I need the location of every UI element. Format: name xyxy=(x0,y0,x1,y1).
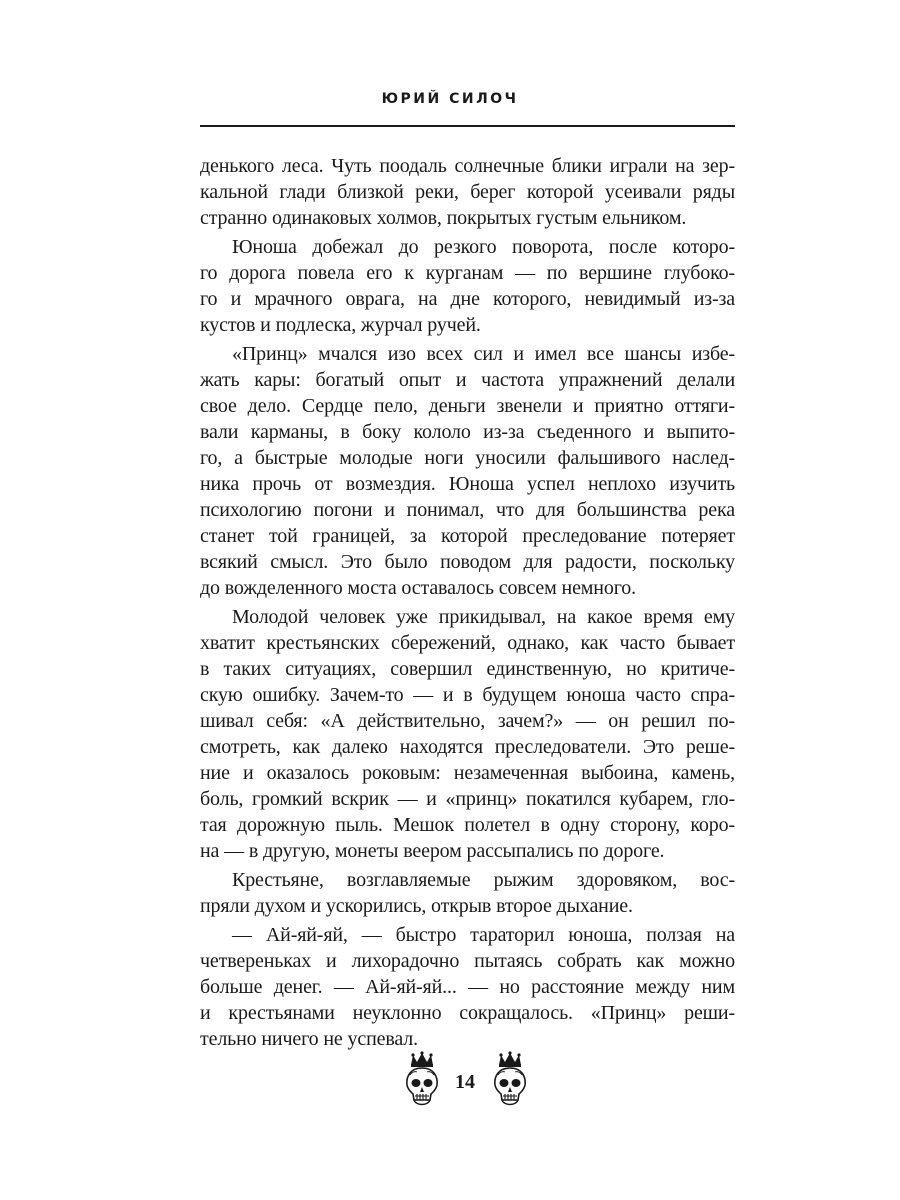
text-line: Юноша добежал до резкого поворота, после которо- xyxy=(232,236,735,258)
text-line: и крестьянами неуклонно сокращалось. «Принц» реши- xyxy=(200,1002,735,1024)
text-line: странно одинаковых холмов, покрытых густым ельником. xyxy=(200,207,687,229)
text-line: свое дело. Сердце пело, деньги звенели и приятно оттяги- xyxy=(200,395,735,417)
header-rule xyxy=(200,125,735,127)
text-line: го дорога повела его к курганам — по вершине глубоко- xyxy=(200,262,735,284)
text-line: кустов и подлеска, журчал ручей. xyxy=(200,314,481,336)
text-line: больше денег. — Ай-яй-яй... — но расстояние между ним xyxy=(200,976,735,998)
running-head: ЮРИЙ СИЛОЧ xyxy=(381,91,519,107)
page-number: 14 xyxy=(455,1071,475,1093)
text-line: в таких ситуациях, совершил единственную, но критиче- xyxy=(200,658,735,680)
text-line: хватит крестьянских сбережений, однако, как часто бывает xyxy=(200,632,735,654)
text-line: боль, громкий вскрик — и «принц» покатился кубарем, гло- xyxy=(200,788,735,810)
text-line: станет той границей, за которой преследование потеряет xyxy=(200,525,735,547)
text-line: четвереньках и лихорадочно пытаясь собрать как можно xyxy=(200,950,735,972)
text-line: пряли духом и ускорились, открыв второе дыхание. xyxy=(200,895,633,917)
crowned-skull-icon xyxy=(402,1051,442,1111)
text-line: Крестьяне, возглавляемые рыжим здоровяком, вос- xyxy=(232,869,735,891)
text-line: всякий смысл. Это было поводом для радости, поскольку xyxy=(200,551,735,573)
text-line: тая дорожную пыль. Мешок полетел в одну сторону, коро- xyxy=(200,814,735,836)
page-footer xyxy=(400,1051,530,1113)
text-line: психологию погони и понимал, что для большинства река xyxy=(200,499,735,521)
text-line: го и мрачного оврага, на дне которого, невидимый из-за xyxy=(200,288,735,310)
text-line: скую ошибку. Зачем-то — и в будущем юноша часто спра- xyxy=(200,684,735,706)
text-line: до вожделенного моста оставалось совсем немного. xyxy=(200,577,636,599)
crowned-skull-icon xyxy=(490,1051,530,1111)
text-line: кальной глади близкой реки, берег которой усеивали ряды xyxy=(200,181,735,203)
text-line: ника прочь от возмездия. Юноша успел неплохо изучить xyxy=(200,473,735,495)
text-line: тельно ничего не успевал. xyxy=(200,1028,418,1050)
text-line: денького леса. Чуть поодаль солнечные блики играли на зер- xyxy=(200,155,735,177)
text-line: смотреть, как далеко находятся преследователи. Это реше- xyxy=(200,736,735,758)
text-line: шивал себя: «А действительно, зачем?» — он решил по- xyxy=(200,710,735,732)
text-line: «Принц» мчался изо всех сил и имел все шансы избе- xyxy=(232,343,735,365)
text-line: вали карманы, в боку кололо из-за съеденного и выпито- xyxy=(200,421,735,443)
text-line: го, а быстрые молодые ноги уносили фальшивого наслед- xyxy=(200,447,735,469)
text-line: — Ай-яй-яй, — быстро тараторил юноша, ползая на xyxy=(232,924,735,946)
text-line: Молодой человек уже прикидывал, на какое время ему xyxy=(232,606,735,628)
text-line: на — в другую, монеты веером рассыпались по дороге. xyxy=(200,840,665,862)
text-line: ние и оказалось роковым: незамеченная выбоина, камень, xyxy=(200,762,735,784)
text-line: жать кары: богатый опыт и частота упражнений делали xyxy=(200,369,735,391)
